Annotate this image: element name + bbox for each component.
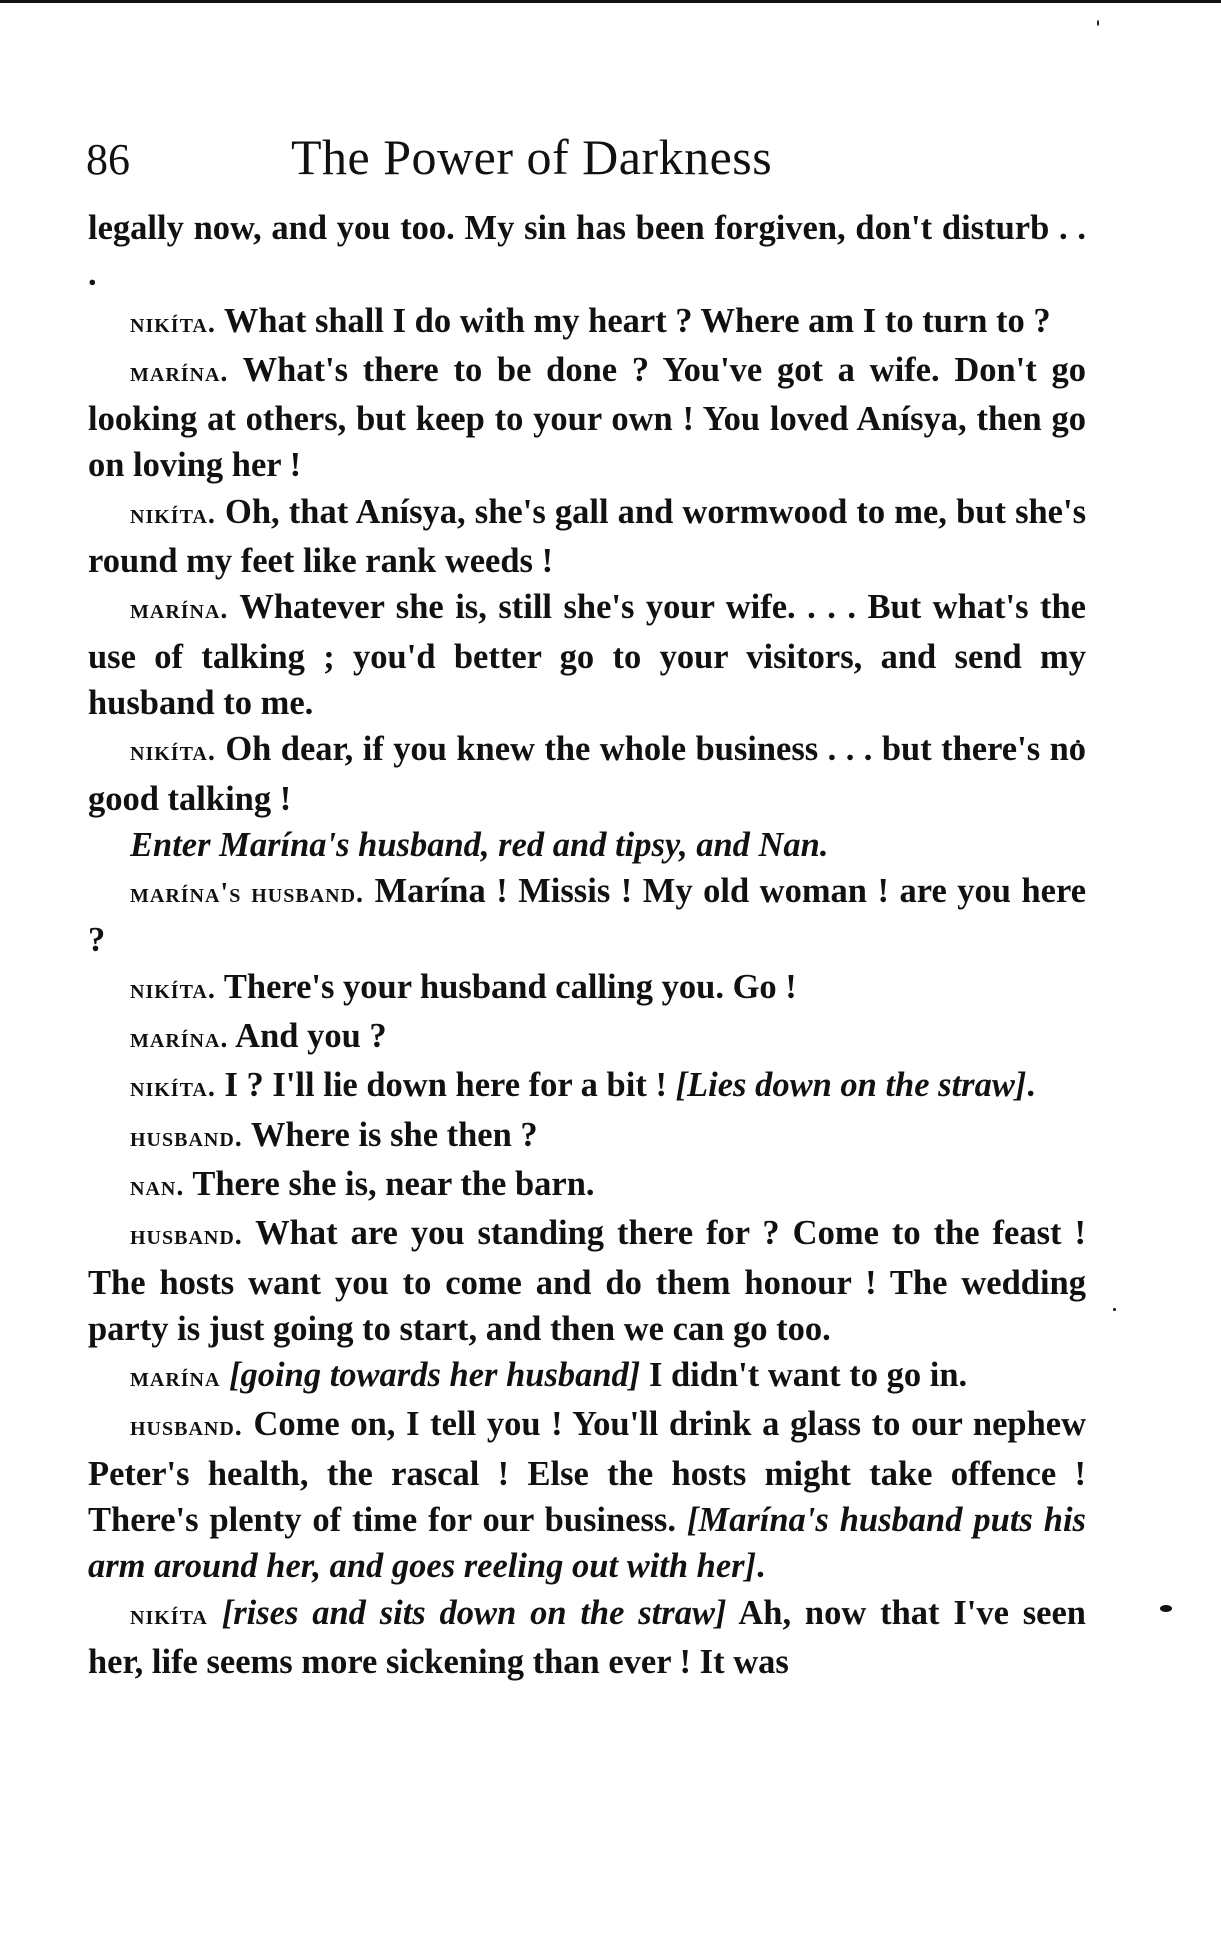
speaker-name: nikíta. [130, 736, 216, 768]
dialogue-paragraph [88, 726, 1086, 822]
speaker-name: marína [130, 1362, 221, 1394]
page-number: 86 [86, 135, 130, 184]
inline-stage-direction: [Marína's husband puts his arm around her, and goes reeling out with her] [88, 1501, 1086, 1586]
dialogue-paragraph [88, 298, 1086, 347]
dialogue-text: . [1026, 1066, 1035, 1105]
dialogue-paragraph [88, 1401, 1086, 1589]
speaker-name: husband. [130, 1121, 243, 1153]
dialogue-paragraph [88, 868, 1086, 964]
scan-speck [1113, 1308, 1116, 1311]
inline-stage-direction: [going towards her husband] [229, 1356, 641, 1395]
dialogue-paragraph [88, 1161, 1086, 1210]
dialogue-text: There's your husband calling you. Go ! [223, 967, 797, 1006]
dialogue-text: legally now, and you too. My sin has been forgiven, don't disturb . . . [88, 209, 1086, 294]
dialogue-text: What's there to be done ? You've got a wife. Don't go looking at others, but keep to your own ! You loved Anísya, then go on loving her ! [88, 350, 1086, 485]
dialogue-paragraph [88, 1210, 1086, 1352]
dialogue-text: I ? I'll lie down here for a bit ! [224, 1066, 676, 1105]
scan-speck [1160, 1605, 1172, 1612]
inline-stage-direction: [Lies down on the straw] [675, 1066, 1027, 1105]
stage-direction: Enter Marína's husband, red and tipsy, and Nan. [130, 825, 829, 864]
dialogue-paragraph [88, 489, 1086, 585]
dialogue-text: Come on, I tell you ! You'll drink a glass to our nephew Peter's health, the rascal ! Else the hosts might take offence ! There's plenty of time for our business. [88, 1405, 1086, 1540]
scan-speck [1097, 20, 1099, 26]
speaker-name: nikíta. [130, 973, 216, 1005]
speaker-name: marína's husband. [130, 878, 365, 910]
speaker-name: marína. [130, 356, 229, 388]
speaker-name: nikíta [130, 1599, 208, 1631]
dialogue-paragraph [88, 964, 1086, 1013]
running-title: The Power of Darkness [291, 129, 773, 185]
speaker-name: nikíta. [130, 1072, 216, 1104]
speaker-name: nikíta. [130, 498, 216, 530]
page-header [86, 128, 1086, 198]
speaker-name: nan. [130, 1170, 185, 1202]
top-border-rule [0, 0, 1221, 3]
speaker-name: husband. [130, 1220, 243, 1252]
dialogue-text: . [756, 1547, 765, 1586]
dialogue-text: Where is she then ? [250, 1115, 538, 1154]
dialogue-text: What shall I do with my heart ? Where am I to turn to ? [223, 301, 1051, 340]
speaker-name: marína. [130, 594, 229, 626]
dialogue-text: Whatever she is, still she's your wife. . . . But what's the use of talking ; you'd better go to your visitors, and send my husband to me. [88, 588, 1086, 722]
dialogue-paragraph [88, 205, 1086, 298]
dialogue-text: And you ? [235, 1017, 387, 1056]
dialogue-paragraph [88, 1062, 1086, 1111]
dialogue-paragraph [88, 347, 1086, 489]
speaker-name: marína. [130, 1023, 229, 1055]
dialogue-text: Marína ! Missis ! My old woman ! are you here ? [88, 872, 1087, 960]
dialogue-paragraph [88, 1013, 1086, 1062]
speaker-name: nikíta. [130, 307, 216, 339]
dialogue-text: Oh dear, if you knew the whole business . . . but there's no good talking ! [88, 730, 1087, 818]
dialogue-paragraph [88, 584, 1086, 726]
dialogue-paragraph [88, 1590, 1086, 1686]
dialogue-paragraph [88, 1112, 1086, 1161]
play-text [88, 205, 1086, 1685]
speaker-name: husband. [130, 1411, 243, 1443]
dialogue-text: Oh, that Anísya, she's gall and wormwood to me, but she's round my feet like rank weeds ! [88, 492, 1086, 581]
dialogue-text: I didn't want to go in. [640, 1356, 968, 1395]
inline-stage-direction: [rises and sits down on the straw] [221, 1593, 727, 1632]
dialogue-text: What are you standing there for ? Come to the feast ! The hosts want you to come and do them honour ! The wedding party is just going to start, and then we can go too. [88, 1214, 1086, 1348]
dialogue-text: There she is, near the barn. [192, 1164, 595, 1203]
dialogue-paragraph [88, 1352, 1086, 1401]
dialogue-text: Ah, now that I've seen her, life seems more sickening than ever ! It was [88, 1593, 1086, 1681]
